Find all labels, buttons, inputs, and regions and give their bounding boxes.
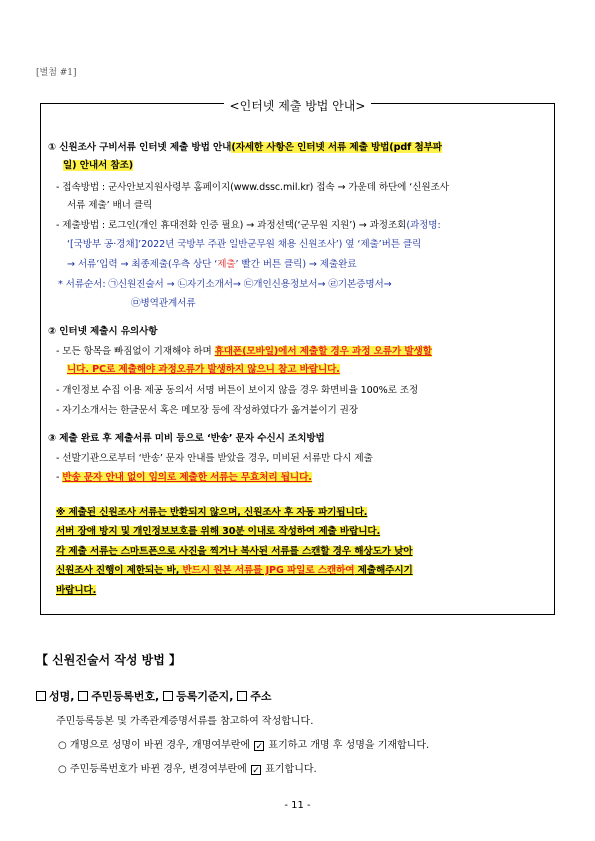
s1-heading: ① 신원조사 구비서류 인터넷 제출 방법 안내(자세한 사항은 인터넷 서류 제출 방법(pdf 첨부파 <box>48 142 442 153</box>
s3-heading: ③ 제출 완료 후 제출서류 미비 등으로 ‘반송’ 문자 수신시 조치방법 <box>48 433 325 444</box>
s1-heading-cont: 일) 안내서 참조) <box>63 160 134 171</box>
checkbox-icon <box>163 691 173 701</box>
box-title: <인터넷 제출 방법 안내> <box>224 98 372 114</box>
s2-item2: - 개인정보 수집 이용 제공 동의서 서명 버튼이 보이지 않을 경우 화면비율 100%로 조정 <box>56 385 419 396</box>
page-number: - 11 - <box>284 800 311 811</box>
box-title-wrap <box>40 95 555 114</box>
s3-note3: 각 제출 서류는 스마트폰으로 사진을 찍거나 복사된 서류를 스캔할 경우 해상도가 낮아 <box>56 546 413 557</box>
checkbox-icon <box>78 691 88 701</box>
s3-note5: 바랍니다. <box>56 585 97 596</box>
s1-submit-line1: - 제출방법 : 로그인(개인 휴대전화 인증 필요) → 과정선택(‘군무원 지원’) → 과정조회(과정명: <box>56 220 441 231</box>
s1-submit-line2: ‘[국방부 공·경채]’2022년 국방부 주관 일반군무원 채용 신원조사’) 옆 ‘제출’버튼 클릭 <box>67 239 422 250</box>
s3-item1: - 선발기관으로부터 ‘반송’ 문자 안내를 받았을 경우, 미비된 서류만 다시 제출 <box>56 453 373 464</box>
bullet-id-change: ○ 주민등록번호가 바뀐 경우, 변경여부란에 ✓ 표기합니다. <box>58 764 317 776</box>
s1-order-line1: * 서류순서: ㉠신원진술서 → ㉡자기소개서→ ㉢개인신용정보서→ ㉣기본증명서→ <box>58 279 392 290</box>
s3-note2: 서버 장애 방지 및 개인정보보호를 위해 30분 이내로 작성하여 제출 바랍니다. <box>56 526 381 537</box>
s2-item3: - 자기소개서는 한글문서 혹은 메모장 등에 작성하였다가 옮겨붙이기 권장 <box>56 405 358 416</box>
s2-item1-line2: 니다. PC로 제출해야 과정오류가 발생하지 않으니 참고 바랍니다. <box>67 364 340 375</box>
field-desc: 주민등록등본 및 가족관계증명서류를 참고하여 작성합니다. <box>56 716 314 727</box>
s1-submit-line3: → 서류’입력 → 최종제출(우측 상단 ‘제출’ 빨간 버튼 클릭) → 제출완료 <box>67 259 357 270</box>
bullet-name-change: ○ 개명으로 성명이 바뀐 경우, 개명여부란에 ✓ 표기하고 개명 후 성명을 기재합니다. <box>58 740 430 752</box>
s1-order-line2: ㉤병역관계서류 <box>131 298 196 309</box>
s1-access-line1: - 접속방법 : 군사안보지원사령부 홈페이지(www.dssc.mil.kr) 접속 → 가운데 하단에 ‘신원조사 <box>56 182 449 193</box>
checkbox-icon <box>237 691 247 701</box>
s3-item2: - 반송 문자 안내 없이 임의로 제출한 서류는 무효처리 됩니다. <box>56 472 312 483</box>
checkbox-icon <box>36 691 46 701</box>
s2-item1-line1: - 모든 항목을 빠짐없이 기재해야 하며 휴대폰(모바일)에서 제출할 경우 과정 오류가 발생할 <box>56 346 432 357</box>
s3-note4: 신원조사 진행이 제한되는 바, 반드시 원본 서류를 JPG 파일로 스캔하여 제출해주시기 <box>56 565 413 576</box>
s1-access-line2: 서류 제출’ 배너 클릭 <box>67 200 153 211</box>
s1-heading-highlight: (자세한 사항은 인터넷 서류 제출 방법(pdf 첨부파 <box>231 142 442 153</box>
section-heading: 【 신원진술서 작성 방법 】 <box>36 653 182 667</box>
check-mark-icon: ✓ <box>252 766 260 776</box>
s2-heading: ② 인터넷 제출시 유의사항 <box>48 326 158 337</box>
field-list: 성명, 주민등록번호, 등록기준지, 주소 <box>36 688 271 704</box>
check-mark-icon: ✓ <box>255 742 263 752</box>
s3-note1: ※ 제출된 신원조사 서류는 반환되지 않으며, 신원조사 후 자동 파기됩니다. <box>56 507 368 518</box>
attachment-label: [별첨 #1] <box>36 68 77 78</box>
